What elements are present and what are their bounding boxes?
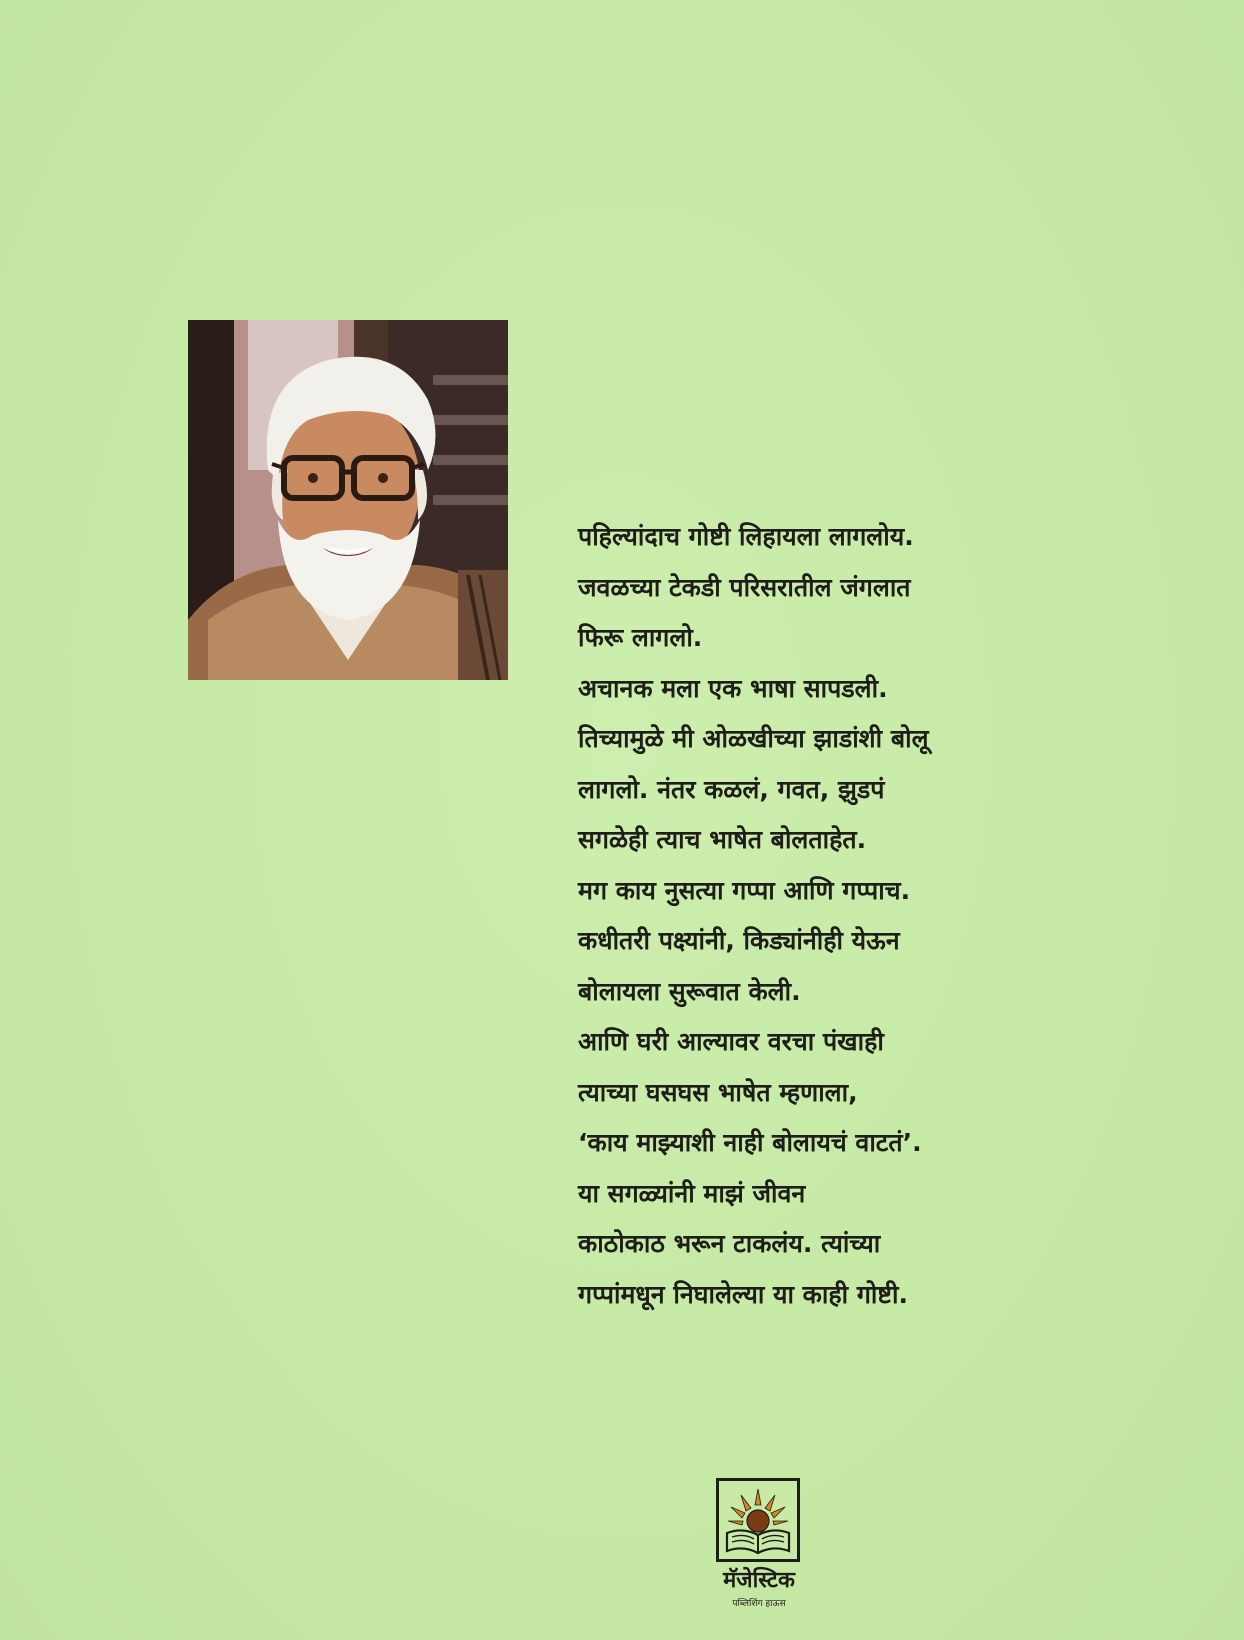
blurb-line: आणि घरी आल्यावर वरचा पंखाही xyxy=(578,1027,884,1056)
blurb-line: बोलायला सुरूवात केली. xyxy=(578,976,801,1006)
blurb-line: काठोकाठ भरून टाकलंय. त्यांच्या xyxy=(578,1229,881,1258)
author-photo xyxy=(188,320,508,680)
blurb-line: लागलो. नंतर कळलं, गवत, झुडपं xyxy=(578,774,885,804)
blurb-line: मग काय नुसत्या गप्पा आणि गप्पाच. xyxy=(578,875,911,905)
blurb-line: कधीतरी पक्ष्यांनी, किड्यांनीही येऊन xyxy=(578,926,900,955)
blurb-line: फिरू लागलो. xyxy=(578,623,703,652)
blurb-line: सगळेही त्याच भाषेत बोलताहेत. xyxy=(578,825,867,854)
blurb-line: गप्पांमधून निघालेल्या या काही गोष्टी. xyxy=(578,1279,908,1309)
blurb-line: जवळच्या टेकडी परिसरातील जंगलात xyxy=(578,572,911,602)
sun-over-open-book-icon xyxy=(716,1478,800,1562)
publisher-name: मॅजेस्टिक xyxy=(723,1568,795,1593)
publisher-subtitle: पब्लिशिंग हाऊस xyxy=(732,1599,786,1609)
blurb-line: त्याच्या घसघस भाषेत म्हणाला, xyxy=(578,1077,858,1107)
blurb-line: ‘काय माझ्याशी नाही बोलायचं वाटतं’. xyxy=(578,1128,922,1157)
blurb-line: अचानक मला एक भाषा सापडली. xyxy=(578,673,888,703)
blurb-line: तिच्यामुळे मी ओळखीच्या झाडांशी बोलू xyxy=(578,724,929,753)
back-cover-blurb xyxy=(578,512,1098,1320)
blurb-line: या सगळ्यांनी माझं जीवन xyxy=(578,1178,806,1208)
blurb-line: पहिल्यांदाच गोष्टी लिहायला लागलोय. xyxy=(578,522,914,551)
publisher-logo xyxy=(704,1478,814,1628)
